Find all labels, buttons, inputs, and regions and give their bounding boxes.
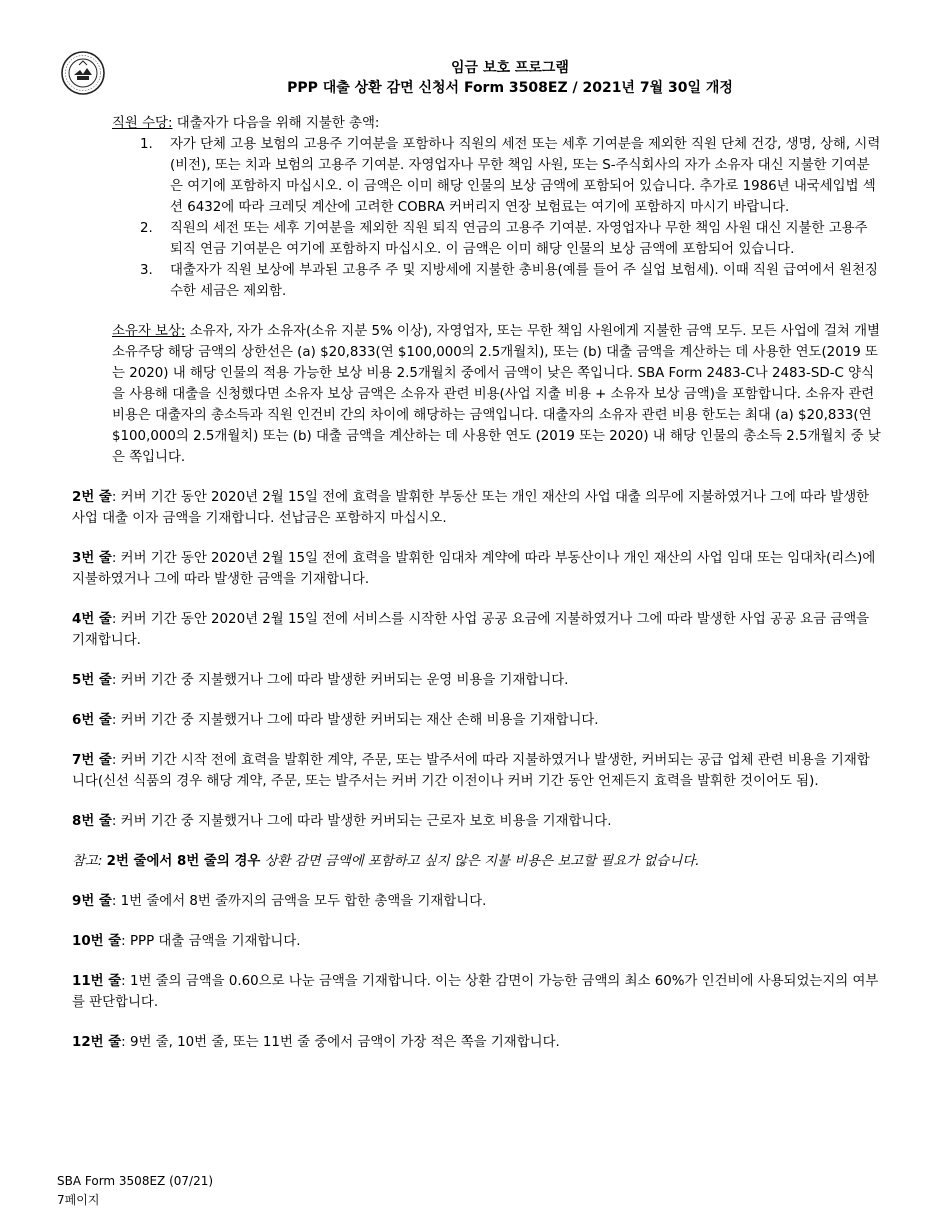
owner-compensation-text: 소유자, 자가 소유자(소유 지분 5% 이상), 자영업자, 또는 무한 책임 사원에게 지불한 금액 모두. 모든 사업에 걸쳐 개별 소유주당 해당 금액의 상한선은 (a) $20,833(연 $100,000의 2.5개월치), 또는 (b) 대출 금액을 계산하는 데 사용한 연도(2019 또는 2020) 내 해당 인물의 적용 가능한 보상 비용 2.5개월치 중에서 금액이 낮은 쪽입니다. SBA Form 2483-C나 2483-SD-C 양식을 사용해 대출을 신청했다면 소유자 보상 금액은 소유자 관련 비용(사업 지출 비용 + 소유자 보상 금액)을 포함합니다. 소유자 관련 비용은 대출자의 총소득과 직원 인건비 간의 차이에 해당하는 금액입니다. 대출자의 소유자 관련 비용 한도는 최대 (a) $20,833(연 $100,000의 2.5개월치) 또는 (b) 대출 금액을 계산하는 데 사용한 연도 (2019 또는 2020) 내 해당 인물의 총소득 2.5개월치 중 낮은 쪽입니다.	[112, 324, 881, 465]
owner-compensation-label: 소유자 보상:	[112, 324, 186, 339]
note: 참고: 2번 줄에서 8번 줄의 경우 상환 감면 금액에 포함하고 싶지 않은 지불 비용은 보고할 필요가 없습니다.	[72, 854, 700, 869]
sba-seal-icon	[60, 50, 106, 96]
list-item	[140, 260, 882, 302]
form-subtitle: PPP 대출 상환 감면 신청서 Form 3508EZ / 2021년 7월 30일 개정	[287, 80, 733, 96]
line-3-instruction: 3번 줄: 커버 기간 동안 2020년 2월 15일 전에 효력을 발휘한 임대차 계약에 따라 부동산이나 개인 재산의 사업 임대 또는 임대차(리스)에 지불하였거나 그에 따라 발생한 금액을 기재합니다.	[72, 551, 876, 587]
list-item-number: 3.	[140, 263, 153, 278]
list-item-number: 1.	[140, 137, 153, 152]
owner-compensation-section	[72, 321, 882, 468]
list-item-text: 직원의 세전 또는 세후 기여분을 제외한 직원 퇴직 연금의 고용주 기여분. 자영업자나 무한 책임 사원 대신 지불한 고용주 퇴직 연금 기여분은 여기에 포함하지 마십시오. 이 금액은 이미 해당 인물의 보상 금액에 포함되어 있습니다.	[170, 221, 868, 257]
list-item	[140, 134, 882, 218]
page-number: 7페이지	[57, 1193, 100, 1207]
document-header	[120, 58, 900, 98]
list-item-text: 자가 단체 고용 보험의 고용주 기여분을 포함하나 직원의 세전 또는 세후 기여분을 제외한 직원 단체 건강, 생명, 상해, 시력(비전), 또는 치과 보험의 고용주 기여분. 자영업자나 무한 책임 사원, 또는 S-주식회사의 자가 소유자 대신 지불한 기여분은 여기에 포함하지 마십시오. 이 금액은 이미 해당 인물의 보상 금액에 포함되어 있습니다. 추가로 1986년 내국세입법 섹션 6432에 따라 크레딧 계산에 고려한 COBRA 커버리지 연장 보험료는 여기에 포함하지 마시기 바랍니다.	[170, 137, 881, 215]
employee-benefits-list	[72, 134, 882, 302]
employee-benefits-intro: 직원 수당: 대출자가 다음을 위해 지불한 총액:	[112, 116, 380, 131]
line-4-instruction: 4번 줄: 커버 기간 동안 2020년 2월 15일 전에 서비스를 시작한 사업 공공 요금에 지불하였거나 그에 따라 발생한 사업 공공 요금 금액을 기재합니다.	[72, 612, 870, 648]
form-number: SBA Form 3508EZ (07/21)	[57, 1174, 214, 1188]
line-6-instruction: 6번 줄: 커버 기간 중 지불했거나 그에 따라 발생한 커버되는 재산 손해 비용을 기재합니다.	[72, 713, 599, 728]
line-2-instruction: 2번 줄: 커버 기간 동안 2020년 2월 15일 전에 효력을 발휘한 부동산 또는 개인 재산의 사업 대출 의무에 지불하였거나 그에 따라 발생한 사업 대출 이자 금액을 기재합니다. 선납금은 포함하지 마십시오.	[72, 490, 870, 526]
instructions-body	[72, 113, 882, 1053]
employee-benefits-label: 직원 수당:	[112, 116, 173, 131]
employee-benefits-section	[72, 113, 882, 134]
line-7-instruction: 7번 줄: 커버 기간 시작 전에 효력을 발휘한 계약, 주문, 또는 발주서에 따라 지불하였거나 발생한, 커버되는 공급 업체 관련 비용을 기재합니다(신선 식품의 경우 해당 계약, 주문, 또는 발주서는 커버 기간 이전이나 커버 기간 동안 언제든지 효력을 발휘한 것이어도 됨).	[72, 753, 870, 789]
list-item-text: 대출자가 직원 보상에 부과된 고용주 주 및 지방세에 지불한 총비용(예를 들어 주 실업 보험세). 이때 직원 급여에서 원천징수한 세금은 제외함.	[170, 263, 878, 299]
program-title: 임금 보호 프로그램	[451, 60, 569, 76]
list-item-number: 2.	[140, 221, 153, 236]
line-5-instruction: 5번 줄: 커버 기간 중 지불했거나 그에 따라 발생한 커버되는 운영 비용을 기재합니다.	[72, 673, 569, 688]
list-item	[140, 218, 882, 260]
line-12-instruction: 12번 줄: 9번 줄, 10번 줄, 또는 11번 줄 중에서 금액이 가장 적은 쪽을 기재합니다.	[72, 1035, 560, 1050]
line-9-instruction: 9번 줄: 1번 줄에서 8번 줄까지의 금액을 모두 합한 총액을 기재합니다.	[72, 894, 487, 909]
page-footer	[57, 1172, 213, 1210]
line-8-instruction: 8번 줄: 커버 기간 중 지불했거나 그에 따라 발생한 커버되는 근로자 보호 비용을 기재합니다.	[72, 814, 612, 829]
line-11-instruction: 11번 줄: 1번 줄의 금액을 0.60으로 나눈 금액을 기재합니다. 이는 상환 감면이 가능한 금액의 최소 60%가 인건비에 사용되었는지의 여부를 판단합니다.	[72, 974, 879, 1010]
line-10-instruction: 10번 줄: PPP 대출 금액을 기재합니다.	[72, 934, 301, 949]
